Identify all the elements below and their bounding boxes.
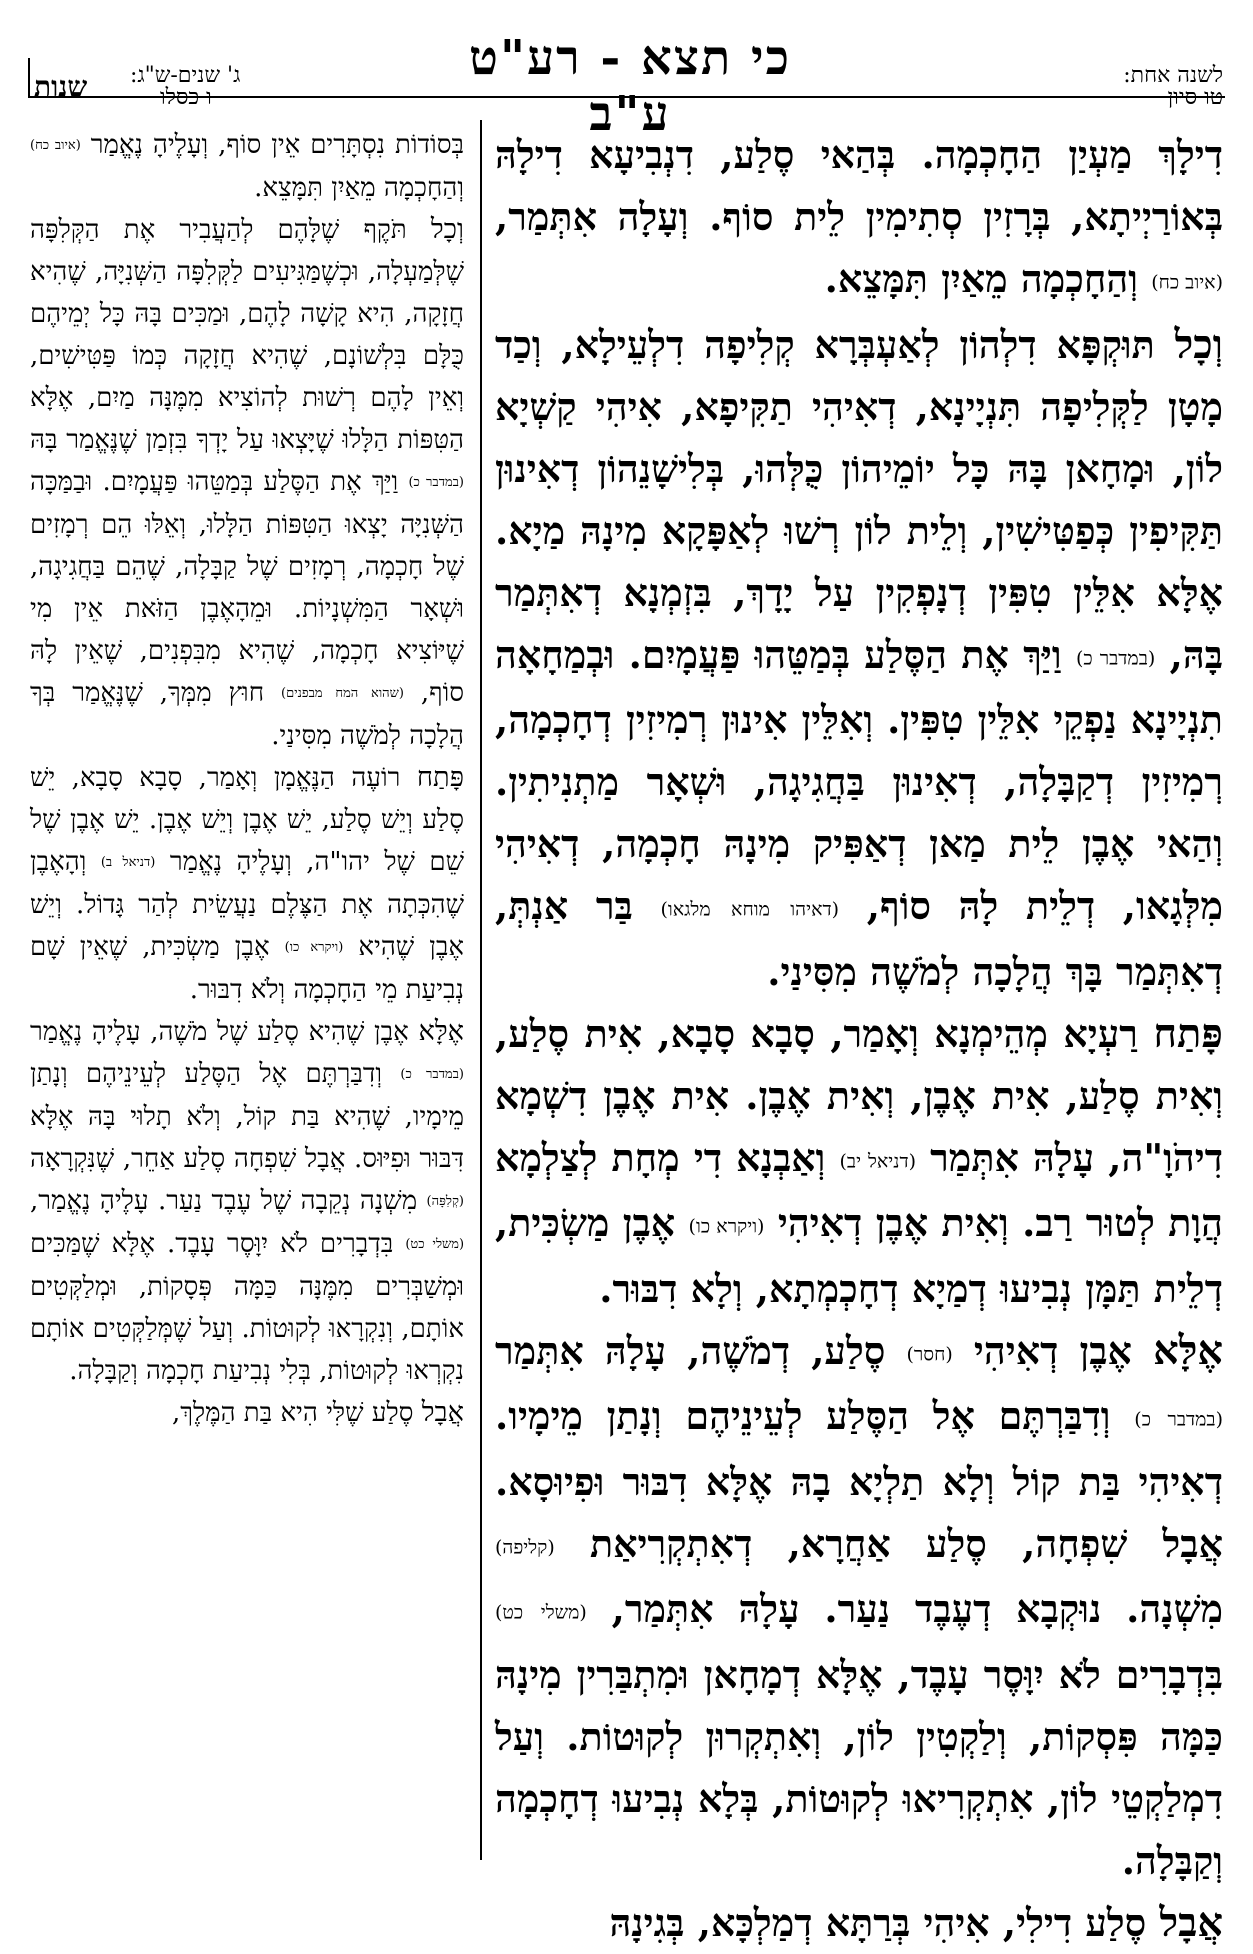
text: וְדִבַּרְתֶּם אֶל הַסֶּלַע לְעֵינֵיהֶם וְנָתַן מֵימָיו, שֶׁהִיא בַּת קוֹל, וְלֹא תָלוּי בָּהּ אֶלָּא דִּבּוּר וּפִיּוּס. אֲבָל שִׁפְחָה סֶלַע אַחֵר, שֶׁנִּקְרָאָה <box>30 1059 464 1174</box>
text: וְאַבְנָא דִי מְחָת לְצַלְמָא הֲוָת לְטוּר רַב. וְאִית אֶבֶן דְאִיהִי <box>495 1134 1223 1245</box>
opening-word: וְכָל <box>1174 321 1223 368</box>
opening-word: אֲבָל <box>421 1397 464 1428</box>
text: בִּדְבָרִים לֹא יִוָּסֶר עָבֶד. אֶלָּא שֶׁמַּכִּים וּמְשַׁבְּרִים מִמֶּנָּה כַּמָּה פְּסָקוֹת, וּמְלַקְּטִים אוֹתָם, וְנִקְרָאוּ לְקוּטוֹת. וְעַל שֶׁמְּלַקְּטִים אוֹתָם נִקְרְאוּ לְקוּטוֹת, בְּלִי נְבִיעַת חָכְמָה וְקַבָּלָה. <box>30 1229 464 1386</box>
text: סֶלַע שֶׁלִּי הִיא בַּת הַמֶּלֶךְ, <box>171 1398 414 1428</box>
text: וְדִבַּרְתֶּם אֶל הַסֶּלַע לְעֵינֵיהֶם וְנָתַן מֵימָיו. דְאִיהִי בַּת קוֹל וְלָא תַלְיָא בָהּ אֶלָּא דִבּוּר וּפִיוּסָא. אֲבָל שִׁפְחָה, סֶלַע אַחֲרָא, דְאִתְקְרִיאַת <box>495 1393 1223 1566</box>
verse-reference: (איוב כח) <box>30 138 81 153</box>
verse-reference: (דניאל ב) <box>100 855 156 870</box>
paragraph <box>495 124 1223 314</box>
header-box-divider <box>28 58 132 98</box>
schedule-one-year-date: טו סיון <box>1167 85 1223 110</box>
gloss: (חסר) <box>906 1343 953 1365</box>
verse-reference: (משלי כט) <box>495 1601 587 1624</box>
book-label: שנות <box>34 70 88 103</box>
text: אֶבֶן שֶׁהִיא סֶלַע שֶׁל מֹשֶׁה, עָלֶיהָ נֶאֱמַר <box>30 1017 409 1047</box>
opening-word: אֲבָל <box>1159 1899 1223 1946</box>
text: תֹּקֶף שֶׁלָּהֶם לְהַעֲבִיר אֶת הַקְּלִפָּה שֶׁלְּמַעְלָה, וּכְשֶׁמַּגִּיעִים לַקְּלִפָּה הַשְּׁנִיָּה, שֶׁהִיא חֲזָקָה, הִיא קָשָׁה לָהֶם, וּמַכִּים בָּהּ כָּל יְמֵיהֶם כֻּלָּם בִּלְשׁוֹנָם, שֶׁהִיא חֲזָקָה כְּמוֹ פַּטִּישִׁים, וְאֵין לָהֶם רְשׁוּת לְהוֹצִיא מִמֶּנָּה מַיִם, אֶלָּא הַטִּפּוֹת הַלָּלוּ שֶׁיָּצְאוּ עַל יָדְךָ בִּזְמַן שֶׁנֶּאֱמַר בָּהּ <box>30 215 464 455</box>
header-rule <box>28 96 1225 98</box>
verse-reference: (משלי כט) <box>405 1237 465 1252</box>
opening-word: וְכָל <box>430 214 465 245</box>
paragraph <box>495 1003 1223 1320</box>
text: סֶלַע, דְמֹשֶׁה, עָלָהּ אִתְּמַר <box>495 1327 886 1373</box>
opening-word: פָּתַח <box>1153 1010 1224 1057</box>
schedule-three-years-date: ו כסלו <box>160 85 212 110</box>
paragraph <box>30 1392 464 1434</box>
text: מִשְׁנָה. נוּקְבָא דְעֶבֶד נַעַר. עָלָהּ אִתְּמַר, <box>611 1586 1223 1631</box>
text: בְּסוֹדוֹת נִסְתָּרִים אֵין סוֹף, וְעָלֶיהָ נֶאֱמַר <box>90 130 465 160</box>
gloss: (שהוא המח מבפנים) <box>281 686 404 701</box>
verse-reference: (ויקרא כו) <box>284 940 344 955</box>
text: וַיַּךְ אֶת הַסֶּלַע בְּמַטֵּהוּ פַּעֲמָיִם. וּבְמַחָאָה תִנְיָינָא נַפְקֵי אִלֵּין טִפִּין. וְאִלֵּין אִינוּן רְמִיזִין דְחָכְמָה, רְמִיזִין דְקַבָּלָה, דְאִינוּן בַּחֲגִיגָה, וּשְׁאָר מַתְנִיתִין. וְהַאי אֶבֶן לֵית מַאן דְאַפִּיק מִינָהּ חָכְמָה, דְאִיהִי מִלְּגָאו, דְלֵית לָהּ סוֹף, <box>495 631 1223 928</box>
text: וְהַחָכְמָה מֵאַיִן תִּמָּצֵא. <box>254 173 464 203</box>
text: וְהַחָכְמָה מֵאַיִן תִּמָּצֵא. <box>824 256 1138 301</box>
paragraph <box>495 1892 1223 1954</box>
verse-reference: (במדבר כ) <box>1075 647 1156 669</box>
text: תּוּקְפָּא דִלְהוֹן לְאַעְבְּרָא קְלִיפָה דִלְעֵילָא, וְכַד מָטָן לַקְּלִיפָה תִּנְיָינָא, דְאִיהִי תַקִּיפָא, אִיהִי קַשְׁיָא לוֹן, וּמָחָאן בָּהּ כָּל יוֹמֵיהוֹן כֻּלְּהוּ, בְּלִישָׁנֵהוֹן דְאִינוּן תַּקִּיפִין כְּפַטִּישִׁין, וְלֵית לוֹן רְשׁוּ לְאַפָּקָא מִינָהּ מַיָא. אֶלָּא אִלֵּין טִפִּין דְנָפְקִין עַל יָדָךְ, בִּזְמְנָא דְאִתְּמַר בָּהּ, <box>495 321 1224 677</box>
page-title: כי תצא - רע"ט ע"ב <box>468 30 792 142</box>
text: וְעָלָה אִתְּמַר, <box>495 194 689 239</box>
verse-reference: (במדבר כ) <box>408 475 464 490</box>
text: רוֹעֶה הַנֶּאֱמָן וְאָמַר, סָבָא סָבָא, יֵשׁ סֶלַע וְיֵשׁ סֶלַע, יֵשׁ אֶבֶן וְיֵשׁ אֶבֶן. יֵשׁ אֶבֶן שֶׁל שֵׁם שֶׁל יהו"ה, וְעָלֶיהָ נֶאֱמַר <box>30 763 465 877</box>
main-column-aramaic <box>495 124 1223 1954</box>
paragraph <box>30 1011 464 1392</box>
paragraph <box>30 757 464 1011</box>
verse-reference: (דניאל יב) <box>839 1150 917 1172</box>
gloss: (קליפה) <box>495 1536 555 1558</box>
text: וַיַּךְ אֶת הַסֶּלַע בְּמַטֵּהוּ פַּעֲמָיִם. וּבַמַּכָּה הַשְּׁנִיָּה יָצְאוּ הַטִּפּוֹת הַלָּלוּ, וְאֵלּוּ הֵם רְמָזִים שֶׁל חָכְמָה, רְמָזִים שֶׁל קַבָּלָה, שֶׁהֵם בַּחֲגִיגָה, וּשְׁאָר הַמִּשְׁנָיוֹת. וּמֵהָאֶבֶן הַזֹּאת אֵין מִי שֶׁיּוֹצִיא חָכְמָה, שֶׁהִיא מִבִּפְנִים, שֶׁאֵין לָהּ סוֹף, <box>30 467 465 708</box>
text: חוּץ מִמְּךָ, שֶׁנֶּאֱמַר בְּךָ הֲלָכָה לְמֹשֶׁה מִסִּינַי. <box>30 678 464 751</box>
paragraph <box>30 124 464 209</box>
text: וְהָאֶבֶן שֶׁהִכְּתָה אֶת הַצֶּלֶם נַעֲשֵׂית לְהַר גָּדוֹל. וְיֵשׁ אֶבֶן שֶׁהִיא <box>30 847 465 962</box>
page-header <box>0 0 1253 142</box>
verse-reference: (איוב כח) <box>1151 271 1223 294</box>
text: אֶבֶן דְאִיהִי <box>973 1327 1132 1373</box>
text: סֶלַע דִילִי, אִיהִי בְּרַתָּא דְמַלְכָּא, בְּגִינָהּ <box>609 1899 1147 1945</box>
verse-reference: (במדבר כ) <box>1134 1408 1223 1431</box>
gloss: (קְלִפָּה) <box>426 1194 465 1209</box>
verse-reference: (במדבר כ) <box>400 1067 464 1082</box>
column-divider <box>480 120 482 1860</box>
opening-word: אֶלָּא <box>418 1016 465 1047</box>
text: אֶבֶן מַשְׂכִּית, שֶׁאֵין שָׁם נְבִיעַת מֵי הַחָכְמָה וְלֹא דִבּוּר. <box>30 932 464 1005</box>
opening-word: אֶלָּא <box>1153 1327 1223 1374</box>
text: בַּר אַנְתְּ, דְאִתְּמַר בָּךְ הֲלָכָה לְמֹשֶׁה מִסִּינַי. <box>495 883 1223 994</box>
text: בִּדְבָרִים לֹא יִוָּסֶר עָבֶד, אֶלָּא דְמָחָאן וּמִתְבַּרִין מִינָהּ כַּמָּה פִּסְקוֹת, וְלַקְטִין לוֹן, וְאִתְקְרוּן לְקוּטוֹת. וְעַל דִמְלַקְטֵי לוֹן, אִתְקְרִיאוּ לְקוּטוֹת, בְּלָא נְבִיעוּ דְחָכְמָה וְקַבָּלָה. <box>495 1651 1223 1883</box>
text: אֶבֶן מַשְׂכִּית, דְלֵית תַּמָּן נְבִיעוּ דְמַיָא דְחָכְמְתָא, וְלָא דִבּוּר. <box>495 1200 1223 1311</box>
gloss: (דאיהו מוחא מלגאו) <box>660 898 840 921</box>
text: דִילָךְ מַעְיַן הַחָכְמָה. בְּהַאי סֶלַע, דִנְבִיעָא דִילָהּ בְּאוֹרַיְיתָא, בְּרָזִין סְתִימִין לֵית סוֹף. <box>495 132 1224 239</box>
side-column-hebrew <box>30 124 464 1434</box>
paragraph <box>495 314 1223 1003</box>
verse-reference: (ויקרא כו) <box>688 1215 765 1238</box>
paragraph <box>30 209 464 757</box>
text: מִשְׁנָה נְקֵבָה שֶׁל עֶבֶד נַעַר. עָלֶיהָ נֶאֱמַר, <box>30 1186 418 1216</box>
schedule-one-year: לשנה אחת: <box>1123 63 1223 88</box>
text: רַעְיָא מְהֵימְנָא וְאָמַר, סָבָא סָבָא, אִית סֶלַע, וְאִית סֶלַע, אִית אֶבֶן, וְאִית אֶבֶן. אִית אֶבֶן דִשְׁמָא דִיהֹוָ"ה, עָלָהּ אִתְּמַר <box>495 1010 1223 1180</box>
opening-word: פָּתַח <box>416 762 464 793</box>
paragraph <box>495 1320 1223 1892</box>
schedule-three-years: ג' שנים-ש"ג: <box>130 63 241 88</box>
